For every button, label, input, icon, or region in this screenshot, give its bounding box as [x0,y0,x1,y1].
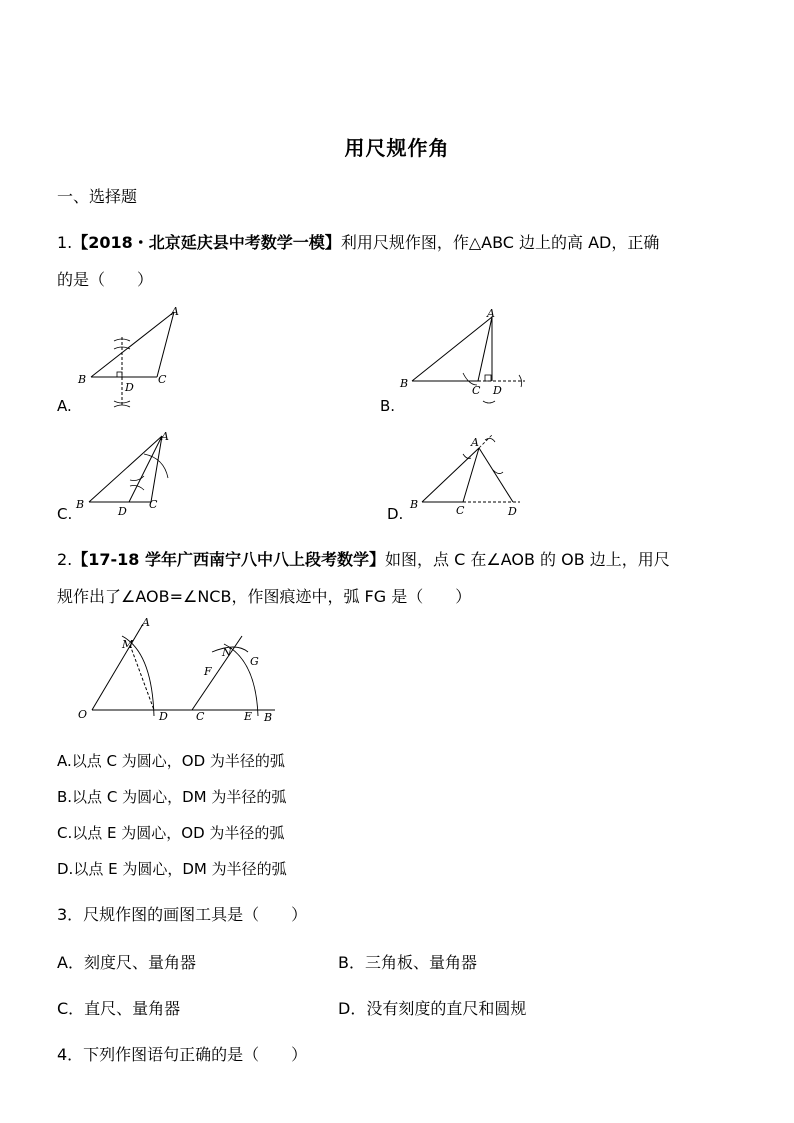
q1c-label-c: C [149,498,158,511]
q3-option-c: C．直尺、量角器 [57,999,181,1018]
q1d-label-d: D [508,505,517,518]
q3-option-d: D．没有刻度的直尺和圆规 [338,999,527,1018]
q1b-label-a: A [487,307,495,320]
q1-line1 [57,233,659,253]
q3-stem: 3．尺规作图的画图工具是（ ） [57,905,308,924]
q2-label-b: B [264,711,273,724]
q2-label-o: O [78,708,88,721]
q1d-label-c: C [456,504,465,517]
q2-option-c: C.以点 E 为圆心，OD 为半径的弧 [57,824,285,842]
q1-option-a: A. [57,397,72,415]
q2-label-c: C [196,710,205,723]
q1-source: 【2018・北京延庆县中考数学一模】 [72,233,341,252]
q2-line1 [57,550,670,570]
q2-number: 2. [57,550,73,569]
q1a-label-c: C [158,373,167,386]
q3-option-b: B．三角板、量角器 [338,953,477,972]
q1-figure-d [405,428,535,520]
q4-stem: 4．下列作图语句正确的是（ ） [57,1045,308,1064]
q1b-label-d: D [493,384,502,397]
q2-figure [70,612,285,727]
q2-stem-line2: 规作出了∠AOB=∠NCB，作图痕迹中，弧 FG 是（ ） [57,587,472,606]
q1a-label-b: B [78,373,87,386]
q1-figure-a [70,305,200,410]
q1d-label-a: A [471,436,479,449]
q2-option-a: A.以点 C 为圆心，OD 为半径的弧 [57,752,285,770]
q1-stem-line2: 的是（ ） [57,270,154,289]
q2-option-b: B.以点 C 为圆心，DM 为半径的弧 [57,788,287,806]
q1b-label-c: C [472,384,481,397]
q2-label-f: F [204,665,212,678]
page-title: 用尺规作角 [344,136,450,160]
q1c-label-a: A [161,430,169,443]
q1-option-b: B. [380,397,396,415]
q1-stem-line1: 利用尺规作图，作△ABC 边上的高 AD，正确 [340,233,660,252]
q1-figure-b [395,305,535,410]
q1d-label-b: B [410,498,419,511]
q1-figure-c [72,428,182,518]
q2-stem-line1: 如图，点 C 在∠AOB 的 OB 边上，用尺 [385,550,670,569]
q2-label-a: A [142,616,150,629]
q1-option-c: C. [57,505,73,523]
q2-label-m: M [122,638,134,651]
q2-option-d: D.以点 E 为圆心，DM 为半径的弧 [57,860,287,878]
q2-label-e: E [244,710,253,723]
q1a-label-d: D [125,381,134,394]
section-heading: 一、选择题 [57,187,138,206]
q1-option-d: D. [387,505,404,523]
q1a-label-a: A [171,305,179,318]
q2-label-n: N [222,646,232,659]
q1b-label-b: B [400,377,409,390]
q1c-label-d: D [118,505,127,518]
q1-number: 1. [57,233,73,252]
q1c-label-b: B [76,498,85,511]
q2-label-d: D [159,710,168,723]
q3-option-a: A．刻度尺、量角器 [57,953,196,972]
q2-source: 【17-18 学年广西南宁八中八上段考数学】 [72,550,386,569]
q2-label-g: G [250,655,259,668]
